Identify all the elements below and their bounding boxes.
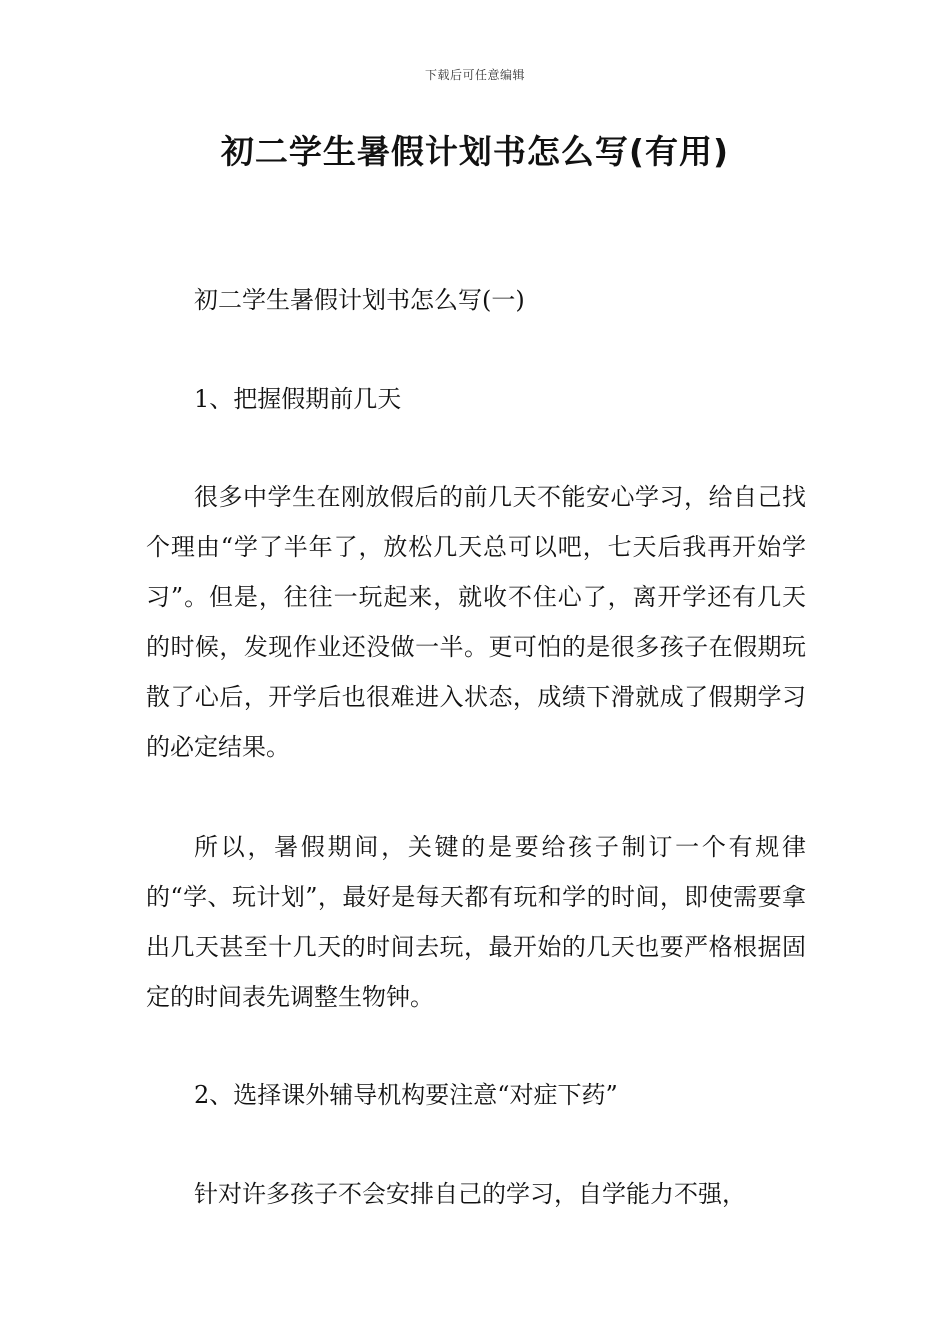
document-title: 初二学生暑假计划书怎么写(有用) [220, 132, 730, 171]
paragraph-1: 很多中学生在刚放假后的前几天不能安心学习，给自己找个理由“学了半年了，放松几天总可以吧，七天后我再开始学习”。但是，往往一玩起来，就收不住心了，离开学还有几天的时候，发现作业还没做一半。更可怕的是很多孩子在假期玩散了心后，开学后也很难进入状态，成绩下滑就成了假期学习的必定结果。 [146, 483, 806, 761]
section-heading: 初二学生暑假计划书怎么写(一) [194, 286, 525, 314]
header-note: 下载后可任意编辑 [424, 68, 525, 82]
paragraph-3: 针对许多孩子不会安排自己的学习，自学能力不强， [194, 1180, 746, 1208]
item1-heading: 1、把握假期前几天 [194, 385, 402, 413]
item2-heading: 2、选择课外辅导机构要注意“对症下药” [194, 1081, 618, 1109]
paragraph-2: 所以，暑假期间，关键的是要给孩子制订一个有规律的“学、玩计划”，最好是每天都有玩和学的时间，即使需要拿出几天甚至十几天的时间去玩，最开始的几天也要严格根据固定的时间表先调整生物钟。 [146, 833, 806, 1011]
